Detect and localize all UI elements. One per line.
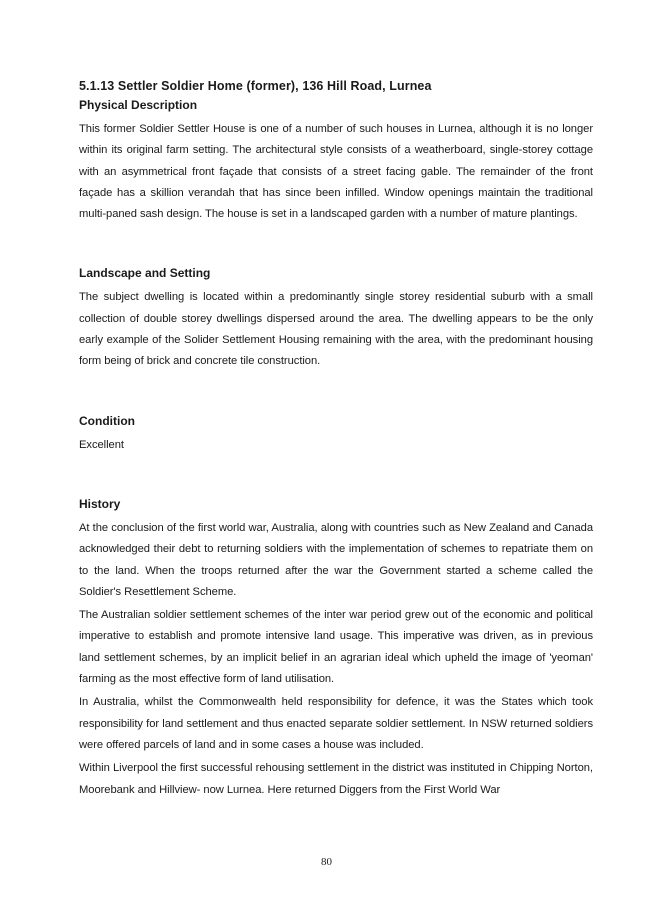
condition-heading: Condition [79, 413, 135, 428]
section-title: 5.1.13 Settler Soldier Home (former), 136 Hill Road, Lurnea [79, 79, 432, 93]
page-number: 80 [321, 856, 332, 868]
landscape-heading: Landscape and Setting [79, 266, 211, 281]
history-paragraph: In Australia, whilst the Commonwealth held responsibility for defence, it was the States which took responsibility for land settlement and thus enacted separate soldier settlement. In NSW returned soldiers were offered parcels of land and in some cases a house was included. [79, 696, 593, 751]
history-heading: History [79, 496, 121, 511]
history-paragraph: At the conclusion of the first world war, Australia, along with countries such as New Zealand and Canada acknowledged their debt to returning soldiers with the implementation of schemes to repatriate them on to the land. When the troops returned after the war the Government started a scheme called the Soldier's Resettlement Scheme. [79, 521, 593, 598]
physical-description-text: This former Soldier Settler House is one of a number of such houses in Lurnea, although it is no longer within its original farm setting. The architectural style consists of a weatherboard, single-storey cottage with an asymmetrical front façade that consists of a street facing gable. The remainder of the front façade has a skillion verandah that has since been infilled. Window openings maintain the traditional multi-paned sash design. The house is set in a landscaped garden with a number of mature plantings. [79, 123, 593, 221]
condition-text: Excellent [79, 438, 124, 451]
landscape-text: The subject dwelling is located within a predominantly single storey residential suburb with a small collection of double storey dwellings dispersed around the area. The dwelling appears to be the only early example of the Solider Settlement Housing remaining with the area, with the predominant housing form being of brick and concrete tile construction. [79, 291, 593, 368]
physical-description-heading: Physical Description [79, 98, 198, 112]
history-paragraph: The Australian soldier settlement schemes of the inter war period grew out of the economic and political imperative to establish and promote intensive land usage. This imperative was driven, as in previous land settlement schemes, by an implicit belief in an agrarian ideal which upheld the image of 'yeoman' farming as the most effective form of land utilisation. [79, 609, 593, 686]
history-paragraph: Within Liverpool the first successful rehousing settlement in the district was instituted in Chipping Norton, Moorebank and Hillview- now Lurnea. Here returned Diggers from the First World War [79, 762, 593, 796]
document-body [79, 78, 593, 801]
